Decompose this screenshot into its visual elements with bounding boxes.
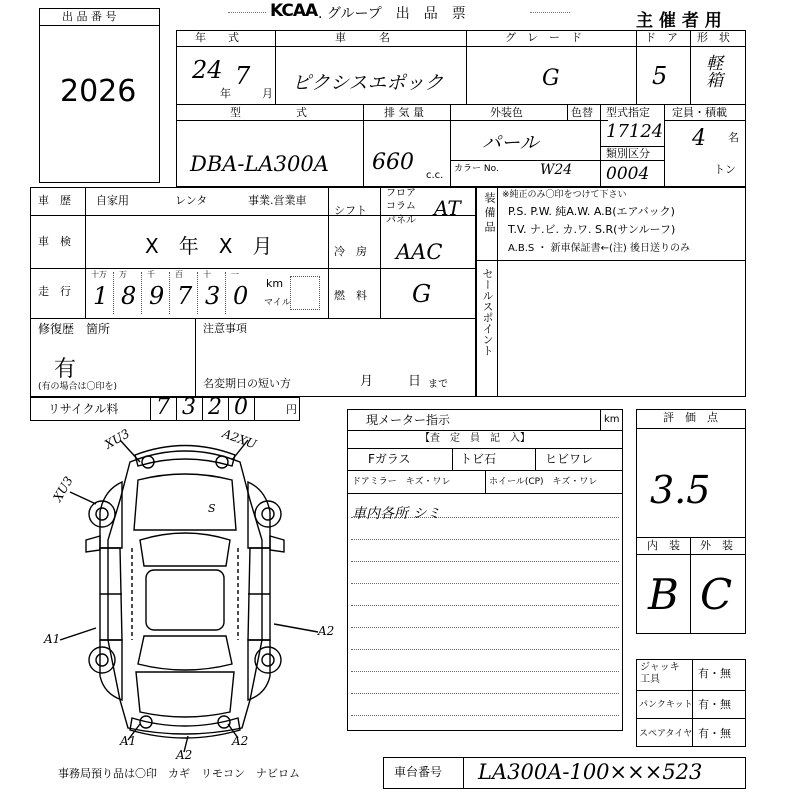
lot-number-label: 出 品 番 号 <box>62 10 117 23</box>
notes-label: 注意事項 <box>203 322 247 335</box>
mileage-digit: 7 <box>177 282 193 310</box>
history-business: 事業.営業車 <box>248 194 307 207</box>
history-rental: レンタ <box>175 194 208 207</box>
col-grade: グ レ ー ド <box>505 31 582 44</box>
col-color-no: カラー No. <box>454 164 499 174</box>
year-unit: 年 <box>220 87 231 100</box>
deadline-day: 日 <box>408 374 422 389</box>
col-model: 型 式 <box>230 106 307 119</box>
mileage-digit: 1 <box>93 282 109 310</box>
vehicle-capacity: 4 <box>692 126 706 151</box>
vehicle-name: ピクシスエポック <box>292 72 444 94</box>
equipment-line2: T.V. ナ.ビ. カ.ワ. S.R(サンルーフ) <box>508 223 676 236</box>
inspector-header: 【査 定 員 記 入】 <box>420 433 530 444</box>
mileage-label: 走 行 <box>38 285 71 298</box>
damage-mark-rear-right: A2 <box>232 734 249 748</box>
km-unit: km <box>266 277 284 290</box>
recycle-unit: 円 <box>286 403 297 416</box>
equipment-line3: A.B.S ・ 新車保証書←(注) 後日送りのみ <box>508 243 690 254</box>
damage-mark-right-rear: A2 <box>318 624 335 638</box>
load-unit: トン <box>714 163 736 176</box>
shift-value: AT <box>434 196 461 220</box>
vehicle-displacement: 660 <box>372 150 414 175</box>
history-private: 自家用 <box>96 194 129 207</box>
organizer-label: 主 催 者 用 <box>636 11 722 31</box>
ac-label: 冷 房 <box>334 245 367 258</box>
fuel-label: 燃 料 <box>334 289 367 302</box>
vehicle-class-no: 0004 <box>606 164 650 184</box>
capacity-unit: 名 <box>728 131 739 144</box>
exterior-label: 外 装 <box>700 539 733 552</box>
equipment-label: 装 備 品 <box>483 192 496 232</box>
digit-place-label: 百 <box>175 270 183 279</box>
inspector-comment: 車内各所 シミ <box>352 506 441 522</box>
wheel-label: ホイール(CP) キズ・ワレ <box>489 477 598 487</box>
shift-panel: パネル <box>386 215 416 226</box>
col-doors: ド ア <box>645 31 678 44</box>
vehicle-color-no: W24 <box>540 162 573 178</box>
repair-value: 有 <box>54 357 77 382</box>
col-capacity: 定員・積載 <box>672 106 727 119</box>
recycle-digit: 7 <box>156 395 170 420</box>
tool-jack-label: ジャッキ工具 <box>640 662 680 685</box>
digit-place-label: 千 <box>147 270 155 279</box>
damage-mark-rear-left: A1 <box>120 734 137 748</box>
col-type-designation: 型式指定 <box>606 106 650 119</box>
vehicle-model: DBA-LA300A <box>190 152 329 176</box>
deadline-month: 月 <box>360 374 374 389</box>
rating-label: 評 価 点 <box>663 411 718 424</box>
mileage-digit: 8 <box>121 282 137 310</box>
lot-number: 2026 <box>60 74 137 109</box>
col-color-change: 色替 <box>571 106 593 119</box>
col-year: 年 式 <box>195 31 239 44</box>
logo: KCAA <box>270 1 318 21</box>
exterior-grade: C <box>700 570 733 619</box>
recycle-digit: 0 <box>234 395 248 420</box>
mileage-digit: 3 <box>205 282 221 310</box>
meter-label: 現メーター指示 <box>366 413 451 427</box>
tool-jack-value: 有・無 <box>698 667 731 680</box>
mile-unit: マイル <box>264 298 291 308</box>
vehicle-shape: 軽箱 <box>702 54 722 88</box>
vehicle-grade: G <box>542 66 560 91</box>
vehicle-exterior-color: パール <box>482 132 539 154</box>
tool-puncture-value: 有・無 <box>698 698 731 711</box>
damage-mark-rear-center: A2 <box>176 748 193 762</box>
equipment-section <box>476 187 746 397</box>
shift-label: シフト <box>334 204 367 217</box>
digit-place-label: 十 <box>203 270 211 279</box>
repair-label: 修復歴 箇所 <box>38 322 111 336</box>
mileage-digit: 9 <box>149 282 165 310</box>
inspection-value: X 年 X 月 <box>145 234 273 258</box>
group-title: . グループ 出 品 票 <box>318 6 466 22</box>
damage-mark-left-rear: A1 <box>44 632 61 646</box>
col-exterior-color: 外装色 <box>490 106 523 119</box>
sales-point-label: セールスポイント <box>481 268 494 356</box>
shift-column: コラム <box>386 201 416 212</box>
office-note: 事務局預り品は〇印 カギ リモコン ナビロム <box>58 767 300 780</box>
digit-place-label: 一 <box>231 270 239 279</box>
repair-note: (有の場合は〇印を) <box>38 382 118 392</box>
col-shape: 形 状 <box>697 31 730 44</box>
meter-unit: km <box>604 414 620 425</box>
tool-puncture-label: パンクキット <box>639 700 693 710</box>
rating-score: 3.5 <box>650 468 711 512</box>
tool-spare-label: スペアタイヤ <box>639 729 693 739</box>
mirror-label: ドアミラー キズ・ワレ <box>352 477 451 487</box>
vehicle-month: 7 <box>235 62 251 90</box>
deadline-until: まで <box>428 379 448 390</box>
damage-mark-front-right: A2XU <box>220 426 259 452</box>
interior-grade: B <box>648 570 679 619</box>
tool-spare-value: 有・無 <box>698 727 731 740</box>
equipment-note: ※純正のみ〇印をつけて下さい <box>502 190 627 200</box>
recycle-digits <box>150 397 282 421</box>
interior-label: 内 装 <box>647 539 680 552</box>
inspection-label: 車 検 <box>38 235 71 248</box>
shift-floor: フロア <box>386 188 416 199</box>
equipment-line1: P.S. P.W. 純A.W. A.B(エアバック) <box>508 205 675 218</box>
digit-place-label: 万 <box>119 270 127 279</box>
glass-label: Fガラス <box>368 452 411 466</box>
recycle-digit: 3 <box>182 395 196 420</box>
vehicle-doors: 5 <box>652 62 668 90</box>
chassis-number: LA300A-100×××523 <box>478 760 703 784</box>
damage-mark-left-fender: XU3 <box>50 474 76 504</box>
fuel-value: G <box>412 280 432 308</box>
deadline-label: 名変期日の短い方 <box>203 377 291 390</box>
ac-value: AAC <box>396 240 443 264</box>
damage-mark-front-left: XU3 <box>102 426 133 452</box>
vehicle-year: 24 <box>192 56 223 84</box>
col-displacement: 排 気 量 <box>384 106 424 119</box>
vehicle-type-designation: 17124 <box>606 121 664 142</box>
mileage-digit: 0 <box>233 282 249 310</box>
chassis-label: 車台番号 <box>394 765 443 779</box>
cc-unit: c.c. <box>426 170 444 181</box>
crack-label: ヒビワレ <box>545 452 594 466</box>
damage-mark-hood: S <box>208 502 216 515</box>
chip-label: トビ石 <box>460 452 497 466</box>
recycle-label: リサイクル料 <box>48 402 119 416</box>
col-name: 車 名 <box>335 31 390 44</box>
month-unit: 月 <box>262 87 273 100</box>
recycle-digit: 2 <box>208 395 222 420</box>
history-label: 車 歴 <box>38 194 71 207</box>
col-class: 類別区分 <box>606 147 650 160</box>
digit-place-label: 十万 <box>91 270 107 279</box>
